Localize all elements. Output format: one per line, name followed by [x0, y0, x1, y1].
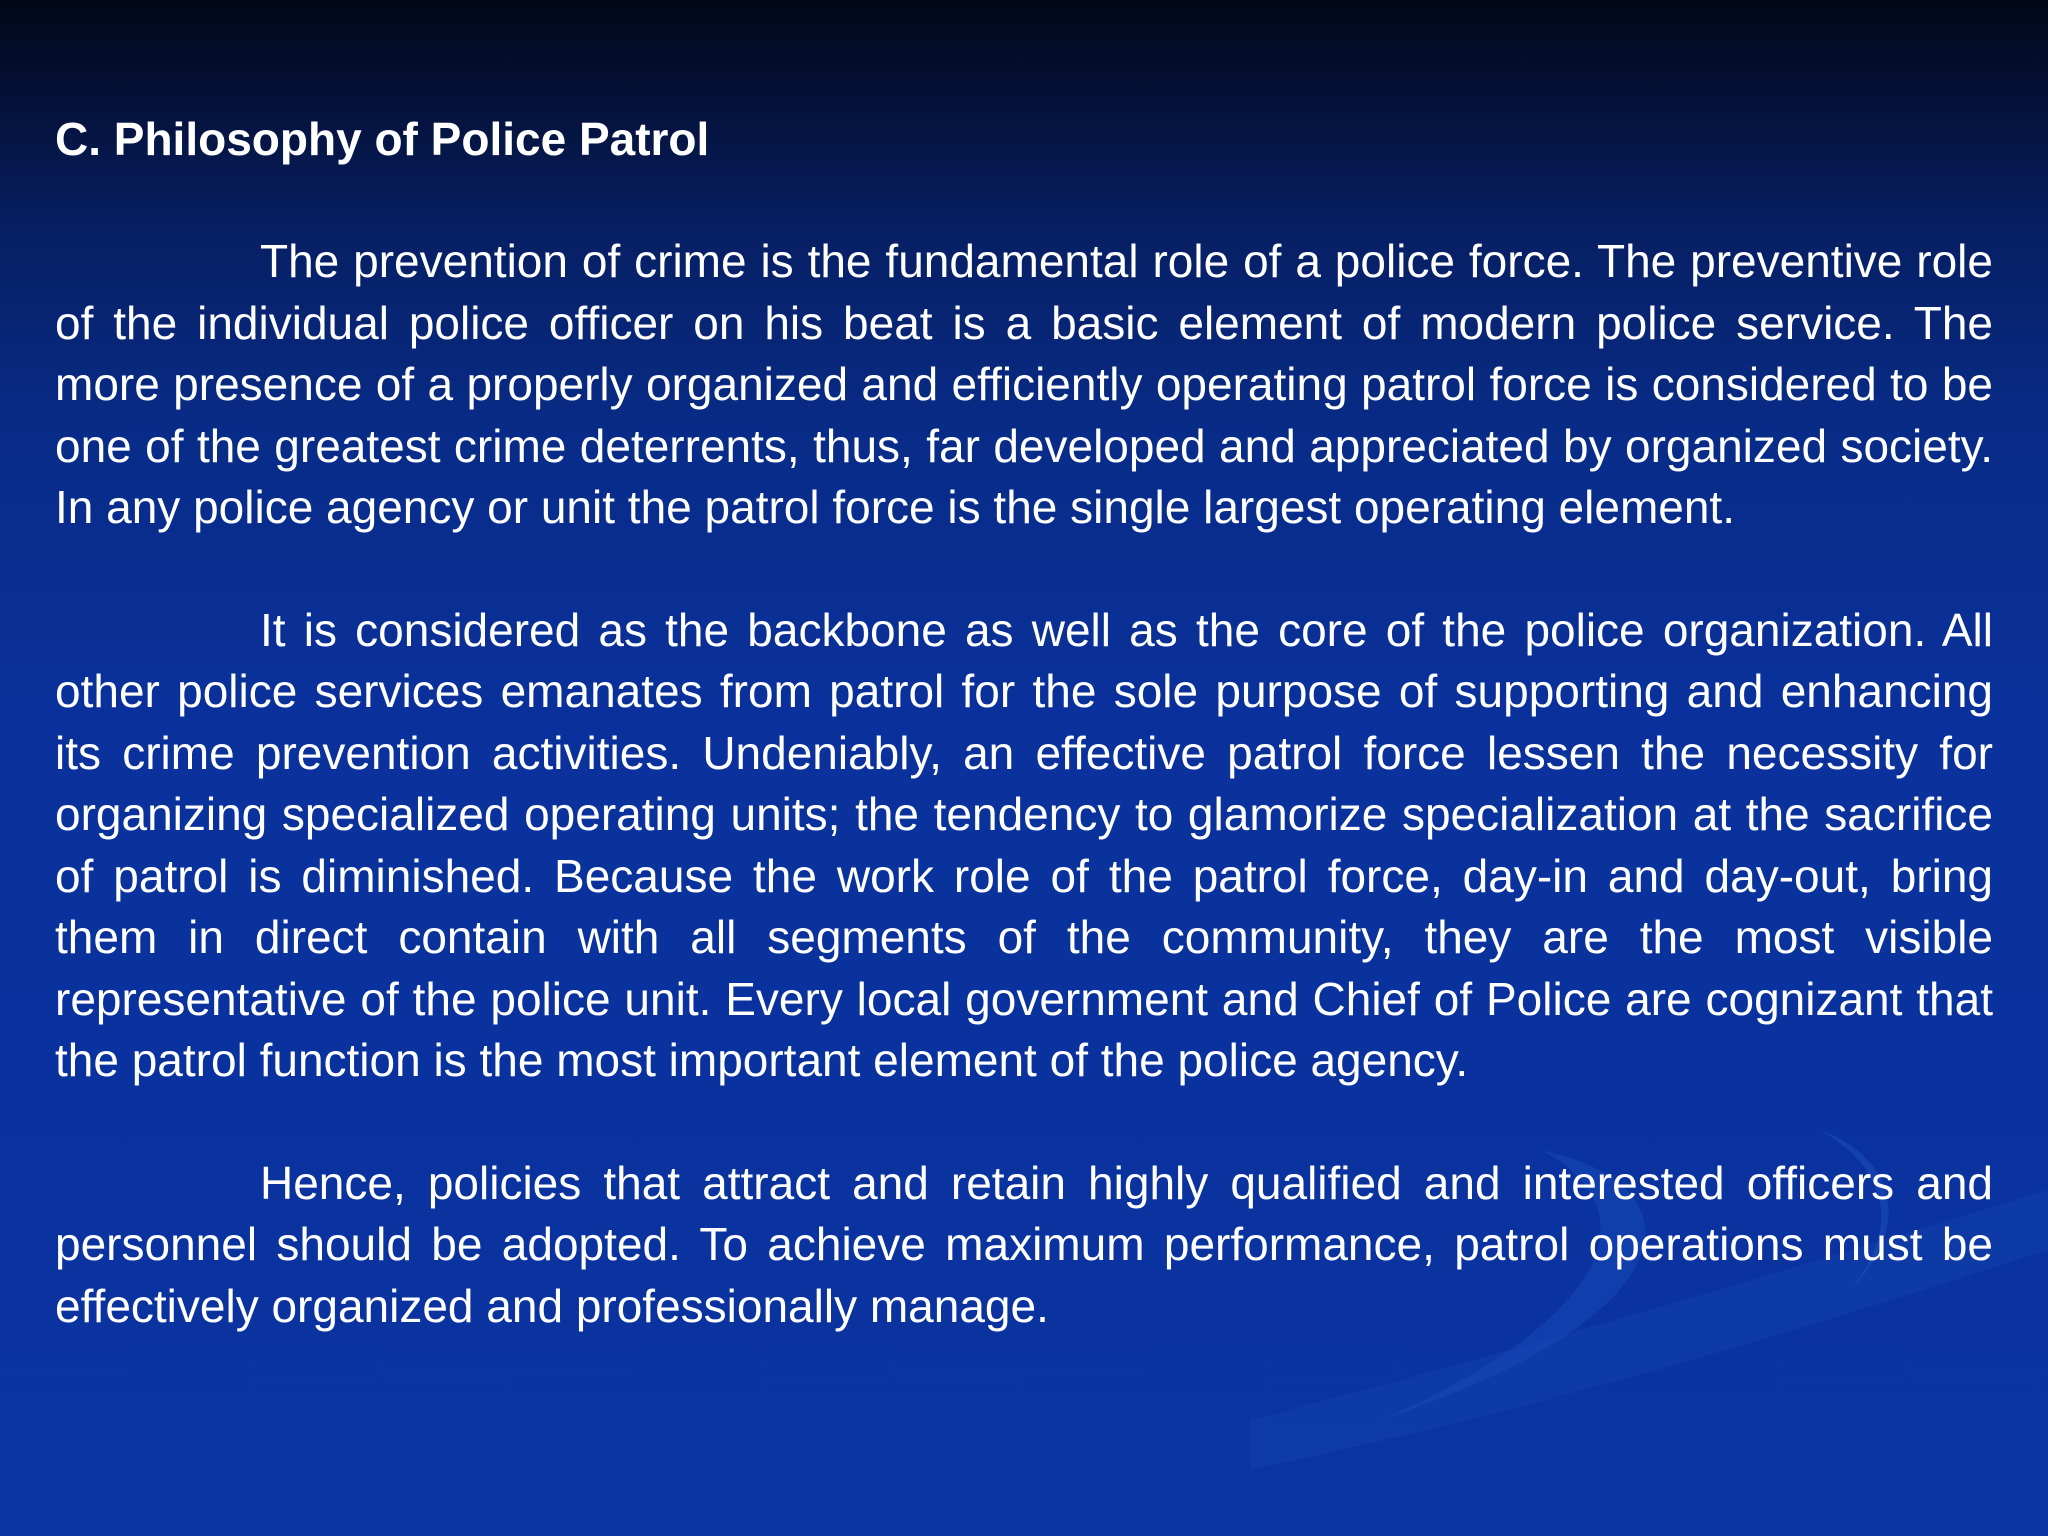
- paragraph-1: The prevention of crime is the fundamental role of a police force. The preventive role of the individual police officer on his beat is a basic element of modern police service. The more presence of a properly organized and efficiently operating patrol force is considered to be one of the greatest crime deterrents, thus, far developed and appreciated by organized society. In any police agency or unit the patrol force is the single largest operating element.: [55, 235, 1993, 533]
- paragraph-2: It is considered as the backbone as well as the core of the police organization. All other police services emanates from patrol for the sole purpose of supporting and enhancing its crime prevention activities. Undeniably, an effective patrol force lessen the necessity for organizing specialized operating units; the tendency to glamorize specialization at the sacrifice of patrol is diminished. Because the work role of the patrol force, day-in and day-out, bring them in direct contain with all segments of the community, they are the most visible representative of the police unit. Every local government and Chief of Police are cognizant that the patrol function is the most important element of the police agency.: [55, 603, 1993, 1086]
- slide-content: [55, 108, 1993, 1337]
- slide-title: C. Philosophy of Police Patrol: [55, 113, 710, 165]
- paragraph-3: Hence, policies that attract and retain highly qualified and interested officers and personnel should be adopted. To achieve maximum performance, patrol operations must be effectively organized and professionally manage.: [55, 1156, 1993, 1332]
